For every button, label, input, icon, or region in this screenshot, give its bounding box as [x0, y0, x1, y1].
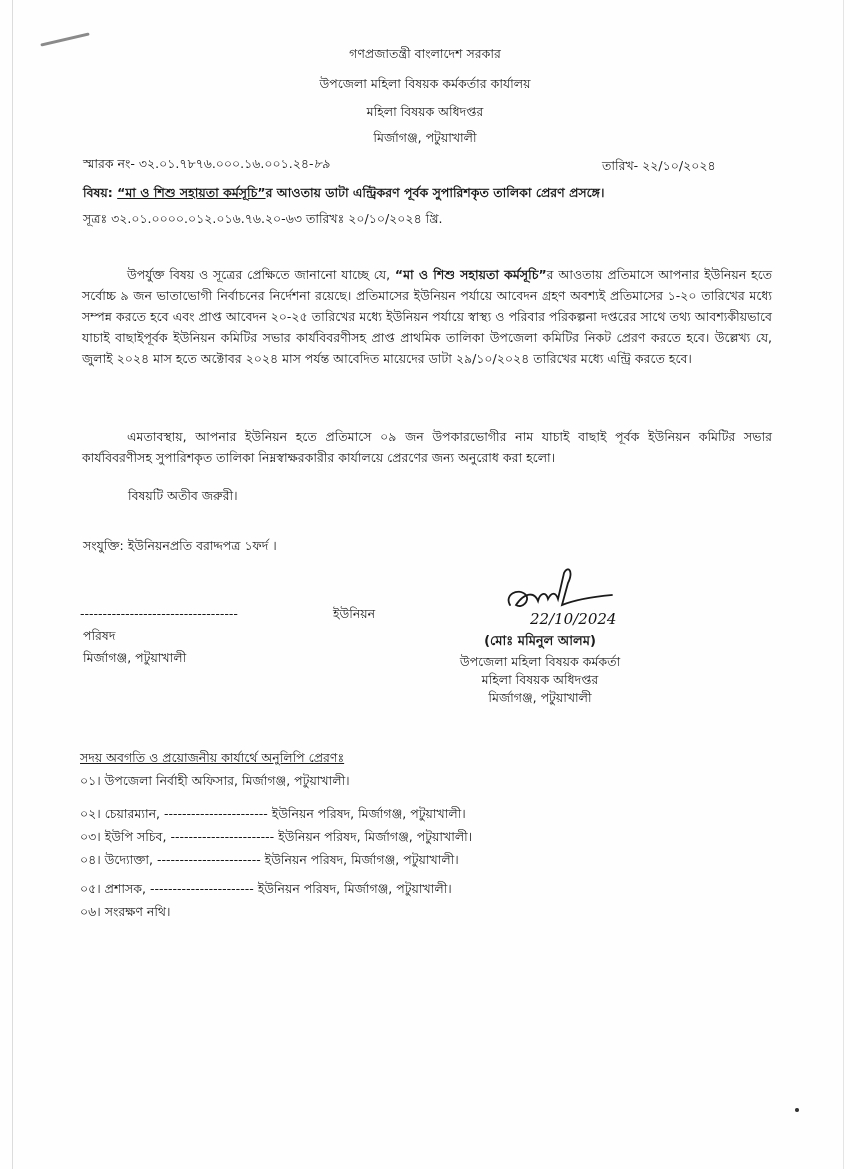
memo-ref-label: স্মারক নং-	[83, 156, 135, 171]
source-date-label: তারিখঃ	[305, 211, 345, 226]
subject-line	[83, 185, 604, 205]
copy-item: ০৬। সংরক্ষণ নথি।	[80, 904, 171, 919]
subject-label: বিষয়:	[83, 185, 113, 200]
signatory-name: (মোঃ মমিনুল আলম)	[484, 634, 596, 649]
pen-mark	[40, 32, 89, 46]
recipient-council: পরিষদ	[83, 628, 116, 643]
source-line	[83, 211, 443, 231]
header-directorate: মহিলা বিষয়ক অধিদপ্তর	[366, 104, 484, 119]
signature-date: 22/10/2024	[530, 610, 617, 628]
copy-item: ০৫। প্রশাসক, ----------------------- ইউনিয়ন পরিষদ, মির্জাগঞ্জ, পটুয়াখালী।	[80, 881, 452, 896]
para1-rest: র আওতায় প্রতিমাসে আপনার ইউনিয়ন হতে সর্বোচ্চ ৯ জন ভাতাভোগী নির্বাচনের নির্দেশনা রয়েছে। প্রতিমাসের ইউনিয়ন পর্যায়ে আবেদন গ্রহণ অবশ্যই প্রতিমাসের ১-২০ তারিখের মধ্যে সম্পন্ন করতে হবে এবং প্রাপ্ত আবেদন ২০-২৫ তারিখের মধ্যে ইউনিয়ন পর্যায়ে স্বাস্থ্য ও পরিবার পরিকল্পনা দপ্তরের সাথে তথ্য আবশ্যকীয়ভাবে যাচাই বাছাইপূর্বক ইউনিয়ন কমিটির সভার কার্যবিবরণীসহ প্রাপ্ত প্রাথমিক তালিকা উপজেলা কমিটির নিকট প্রেরণ করতে হবে। উল্লেখ্য যে, জুলাই ২০২৪ মাস হতে অক্টোবর ২০২৪ মাস পর্যন্ত আবেদিত মায়েদের ডাটা ২৯/১০/২০২৪ তারিখের মধ্যে এন্ট্রি করতে হবে।	[82, 267, 773, 366]
memo-date-label: তারিখ-	[602, 158, 639, 173]
signatory-location: মির্জাগঞ্জ, পটুয়াখালী	[488, 690, 592, 705]
copies-heading: সদয় অবগতি ও প্রয়োজনীয় কার্যার্থে অনুলিপি প্রেরণঃ	[80, 750, 345, 765]
body-paragraph-2: এমতাবস্থায়, আপনার ইউনিয়ন হতে প্রতিমাসে ০৯ জন উপকারভোগীর নাম যাচাই বাছাই পূর্বক ইউনিয়ন কমিটির সভার কার্যবিবরণীসহ সুপারিশকৃত তালিকা নিম্নস্বাক্ষরকারীর কার্যালয়ে প্রেরণের জন্য অনুরোধ করা হলো।	[82, 429, 772, 465]
source-number: ৩২.০১.০০০০.০১২.০১৬.৭৬.২০-৬৩	[111, 211, 302, 226]
para1-program: “মা ও শিশু সহায়তা কর্মসূচি”	[394, 267, 547, 282]
recipient-blank: -----------------------------------	[80, 606, 238, 621]
subject-rest: র আওতায় ডাটা এন্ট্রিকরণ পূর্বক সুপারিশকৃত তালিকা প্রেরণ প্রসঙ্গে।	[265, 185, 605, 200]
header-government: গণপ্রজাতন্ত্রী বাংলাদেশ সরকার	[349, 46, 501, 61]
recipient-location: মির্জাগঞ্জ, পটুয়াখালী	[83, 650, 187, 665]
subject-program: “মা ও শিশু সহায়তা কর্মসূচি”	[117, 185, 266, 200]
recipient-union: ইউনিয়ন	[333, 606, 376, 621]
ink-dot	[795, 1108, 799, 1112]
memo-ref-handwritten: ৮৯	[313, 156, 330, 171]
copy-item: ০১। উপজেলা নির্বাহী অফিসার, মির্জাগঞ্জ, পটুয়াখালী।	[80, 773, 350, 788]
memo-ref-number: ৩২.০১.৭৮৭৬.০০০.১৬.০০১.২৪-	[138, 156, 314, 171]
signatory-title: উপজেলা মহিলা বিষয়ক কর্মকর্তা	[459, 654, 621, 669]
header-location: মির্জাগঞ্জ, পটুয়াখালী	[373, 130, 477, 145]
scan-edge-left	[12, 0, 13, 1169]
copy-item: ০২। চেয়ারম্যান, ----------------------- ইউনিয়ন পরিষদ, মির্জাগঞ্জ, পটুয়াখালী।	[80, 806, 466, 821]
copy-item: ০৩। ইউপি সচিব, ----------------------- ইউনিয়ন পরিষদ, মির্জাগঞ্জ, পটুয়াখালী।	[80, 829, 473, 844]
body-paragraph-1	[82, 264, 772, 369]
source-label: সূত্রঃ	[83, 211, 108, 226]
para1-intro: উপর্যুক্ত বিষয় ও সূত্রের প্রেক্ষিতে জানানো যাচ্ছে যে,	[127, 267, 395, 282]
copy-item: ০৪। উদ্যোক্তা, ----------------------- ইউনিয়ন পরিষদ, মির্জাগঞ্জ, পটুয়াখালী।	[80, 852, 459, 867]
signatory-department: মহিলা বিষয়ক অধিদপ্তর	[481, 672, 599, 687]
scan-edge-right	[843, 0, 844, 1169]
urgent-note: বিষয়টি অতীব জরুরী।	[128, 488, 238, 503]
attachment-note: সংযুক্তি: ইউনিয়নপ্রতি বরাদ্দপত্র ১ফর্দ ।	[83, 538, 277, 553]
memo-reference	[83, 156, 330, 176]
memo-date-value: ২২/১০/২০২৪	[642, 158, 716, 173]
memo-date	[602, 158, 716, 178]
source-date: ২০/১০/২০২৪ খ্রি.	[348, 211, 443, 226]
header-office: উপজেলা মহিলা বিষয়ক কর্মকর্তার কার্যালয়	[319, 76, 531, 91]
